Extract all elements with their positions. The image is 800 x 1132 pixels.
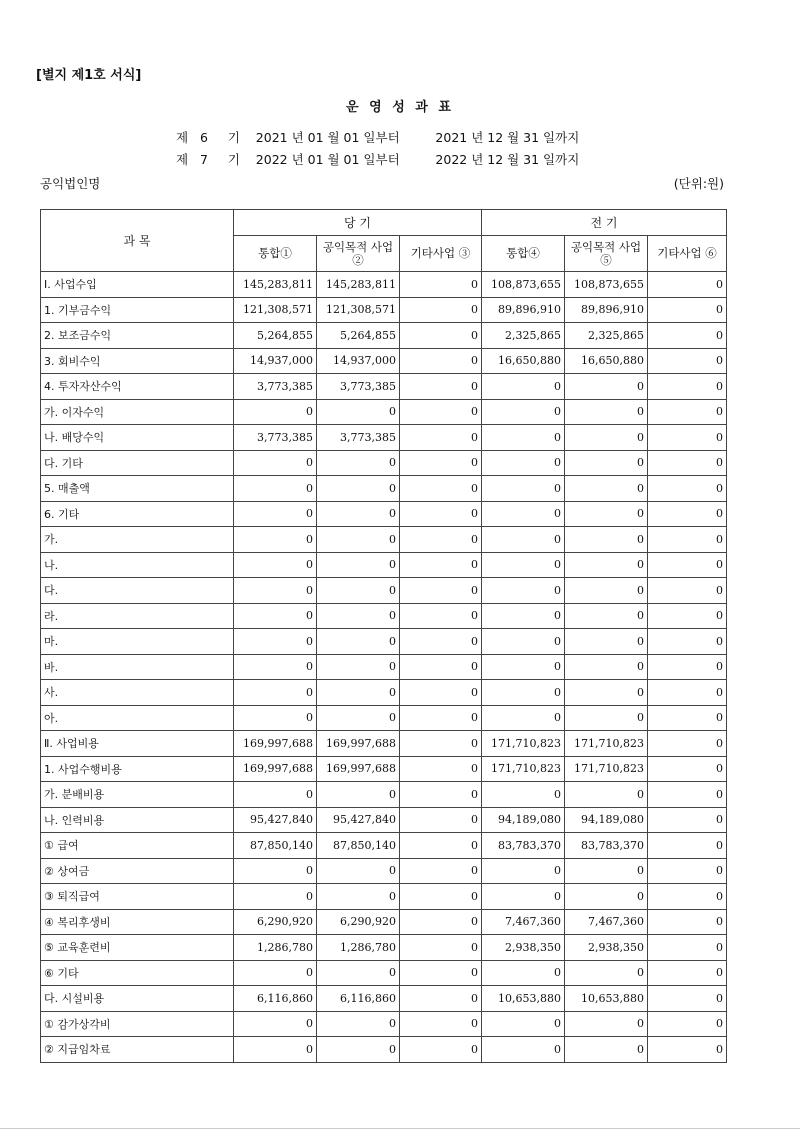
col-header-total-prior: 통합④ <box>482 236 565 272</box>
amount-cell: 0 <box>317 782 400 808</box>
amount-cell: 0 <box>400 374 482 400</box>
amount-cell: 0 <box>400 297 482 323</box>
table-row <box>41 578 727 604</box>
prior-period-header: 전 기 <box>482 210 727 236</box>
amount-cell: 14,937,000 <box>317 348 400 374</box>
amount-cell: 0 <box>648 323 727 349</box>
row-label: 아. <box>41 705 234 731</box>
amount-cell: 0 <box>234 399 317 425</box>
amount-cell: 0 <box>400 680 482 706</box>
amount-cell: 0 <box>648 756 727 782</box>
amount-cell: 0 <box>565 374 648 400</box>
table-row <box>41 297 727 323</box>
amount-cell: 171,710,823 <box>565 756 648 782</box>
amount-cell: 0 <box>648 833 727 859</box>
row-label: ① 급여 <box>41 833 234 859</box>
amount-cell: 0 <box>234 501 317 527</box>
amount-cell: 0 <box>234 884 317 910</box>
amount-cell: 0 <box>565 782 648 808</box>
amount-cell: 0 <box>565 1037 648 1063</box>
table-row <box>41 629 727 655</box>
amount-cell: 0 <box>400 1037 482 1063</box>
row-label: 나. 배당수익 <box>41 425 234 451</box>
amount-cell: 0 <box>648 1011 727 1037</box>
amount-cell: 0 <box>648 680 727 706</box>
page-bottom-rule <box>0 1128 800 1129</box>
table-row <box>41 348 727 374</box>
amount-cell: 0 <box>400 425 482 451</box>
amount-cell: 0 <box>317 603 400 629</box>
amount-cell: 0 <box>400 935 482 961</box>
amount-cell: 7,467,360 <box>565 909 648 935</box>
amount-cell: 0 <box>400 476 482 502</box>
col-header-public-current: 공익목적 사업② <box>317 236 400 272</box>
amount-cell: 3,773,385 <box>234 425 317 451</box>
amount-cell: 95,427,840 <box>317 807 400 833</box>
amount-cell: 0 <box>482 374 565 400</box>
amount-cell: 7,467,360 <box>482 909 565 935</box>
row-label: 다. 시설비용 <box>41 986 234 1012</box>
amount-cell: 0 <box>234 680 317 706</box>
amount-cell: 0 <box>648 629 727 655</box>
table-row <box>41 603 727 629</box>
subject-header: 과 목 <box>41 210 234 272</box>
amount-cell: 2,938,350 <box>565 935 648 961</box>
amount-cell: 0 <box>317 552 400 578</box>
amount-cell: 0 <box>482 603 565 629</box>
amount-cell: 2,938,350 <box>482 935 565 961</box>
period-line-6: 제 6 기 2021 년 01 월 01 일부터 2021 년 12 월 31 일까지 <box>176 130 580 145</box>
table-row <box>41 1011 727 1037</box>
table-row <box>41 323 727 349</box>
row-label: 나. <box>41 552 234 578</box>
amount-cell: 1,286,780 <box>317 935 400 961</box>
table-row <box>41 782 727 808</box>
amount-cell: 95,427,840 <box>234 807 317 833</box>
amount-cell: 0 <box>565 705 648 731</box>
amount-cell: 0 <box>648 450 727 476</box>
amount-cell: 0 <box>648 399 727 425</box>
amount-cell: 0 <box>648 807 727 833</box>
row-label: 다. <box>41 578 234 604</box>
table-row <box>41 450 727 476</box>
amount-cell: 0 <box>400 629 482 655</box>
amount-cell: 0 <box>400 501 482 527</box>
amount-cell: 94,189,080 <box>565 807 648 833</box>
amount-cell: 0 <box>482 960 565 986</box>
amount-cell: 121,308,571 <box>234 297 317 323</box>
amount-cell: 169,997,688 <box>234 731 317 757</box>
amount-cell: 0 <box>400 272 482 298</box>
amount-cell: 0 <box>565 960 648 986</box>
amount-cell: 0 <box>482 1011 565 1037</box>
amount-cell: 0 <box>482 476 565 502</box>
table-row <box>41 909 727 935</box>
amount-cell: 0 <box>234 858 317 884</box>
amount-cell: 0 <box>648 986 727 1012</box>
amount-cell: 2,325,865 <box>565 323 648 349</box>
document-title: 운 영 성 과 표 <box>346 100 454 115</box>
amount-cell: 0 <box>317 858 400 884</box>
amount-cell: 0 <box>317 1037 400 1063</box>
amount-cell: 2,325,865 <box>482 323 565 349</box>
amount-cell: 0 <box>234 1037 317 1063</box>
amount-cell: 145,283,811 <box>317 272 400 298</box>
table-row <box>41 654 727 680</box>
table-row <box>41 527 727 553</box>
amount-cell: 0 <box>317 705 400 731</box>
amount-cell: 0 <box>482 578 565 604</box>
amount-cell: 0 <box>565 1011 648 1037</box>
amount-cell: 0 <box>482 858 565 884</box>
amount-cell: 171,710,823 <box>482 731 565 757</box>
row-label: ④ 복리후생비 <box>41 909 234 935</box>
amount-cell: 0 <box>648 552 727 578</box>
amount-cell: 0 <box>400 654 482 680</box>
amount-cell: 0 <box>565 680 648 706</box>
table-row <box>41 756 727 782</box>
amount-cell: 0 <box>400 833 482 859</box>
amount-cell: 6,116,860 <box>317 986 400 1012</box>
current-period-header: 당 기 <box>234 210 482 236</box>
col-header-other-prior: 기타사업 ⑥ <box>648 236 727 272</box>
amount-cell: 0 <box>317 450 400 476</box>
amount-cell: 16,650,880 <box>565 348 648 374</box>
amount-cell: 0 <box>648 909 727 935</box>
amount-cell: 0 <box>317 629 400 655</box>
amount-cell: 3,773,385 <box>317 425 400 451</box>
amount-cell: 0 <box>648 374 727 400</box>
table-row <box>41 425 727 451</box>
operating-results-table <box>40 209 727 1063</box>
amount-cell: 0 <box>234 450 317 476</box>
amount-cell: 0 <box>565 501 648 527</box>
amount-cell: 6,290,920 <box>234 909 317 935</box>
amount-cell: 0 <box>400 884 482 910</box>
amount-cell: 0 <box>234 476 317 502</box>
amount-cell: 0 <box>482 680 565 706</box>
row-label: 2. 보조금수익 <box>41 323 234 349</box>
amount-cell: 0 <box>648 603 727 629</box>
row-label: 1. 사업수행비용 <box>41 756 234 782</box>
table-row <box>41 935 727 961</box>
amount-cell: 0 <box>648 1037 727 1063</box>
amount-cell: 0 <box>234 527 317 553</box>
amount-cell: 0 <box>565 603 648 629</box>
amount-cell: 0 <box>565 476 648 502</box>
row-label: 다. 기타 <box>41 450 234 476</box>
row-label: ⑥ 기타 <box>41 960 234 986</box>
table-row <box>41 960 727 986</box>
amount-cell: 6,116,860 <box>234 986 317 1012</box>
amount-cell: 0 <box>482 527 565 553</box>
amount-cell: 0 <box>565 578 648 604</box>
amount-cell: 0 <box>400 756 482 782</box>
amount-cell: 0 <box>400 731 482 757</box>
amount-cell: 0 <box>234 578 317 604</box>
unit-label: (단위:원) <box>673 176 724 191</box>
amount-cell: 0 <box>565 527 648 553</box>
table-body <box>41 272 727 1063</box>
col-header-total-current: 통합① <box>234 236 317 272</box>
amount-cell: 0 <box>234 960 317 986</box>
col-header-other-current: 기타사업 ③ <box>400 236 482 272</box>
row-label: Ⅰ. 사업수입 <box>41 272 234 298</box>
amount-cell: 0 <box>648 782 727 808</box>
amount-cell: 169,997,688 <box>234 756 317 782</box>
row-label: 가. 이자수익 <box>41 399 234 425</box>
row-label: 3. 회비수익 <box>41 348 234 374</box>
amount-cell: 83,783,370 <box>482 833 565 859</box>
amount-cell: 0 <box>482 629 565 655</box>
amount-cell: 0 <box>317 884 400 910</box>
row-label: 가. <box>41 527 234 553</box>
amount-cell: 0 <box>400 527 482 553</box>
amount-cell: 0 <box>400 578 482 604</box>
row-label: 4. 투자자산수익 <box>41 374 234 400</box>
table-row <box>41 986 727 1012</box>
amount-cell: 171,710,823 <box>565 731 648 757</box>
amount-cell: 0 <box>400 858 482 884</box>
row-label: 사. <box>41 680 234 706</box>
amount-cell: 6,290,920 <box>317 909 400 935</box>
form-number: [별지 제1호 서식] <box>36 68 142 83</box>
row-label: 라. <box>41 603 234 629</box>
row-label: 나. 인력비용 <box>41 807 234 833</box>
amount-cell: 0 <box>648 654 727 680</box>
amount-cell: 169,997,688 <box>317 756 400 782</box>
amount-cell: 0 <box>317 1011 400 1037</box>
amount-cell: 0 <box>648 348 727 374</box>
amount-cell: 0 <box>482 1037 565 1063</box>
amount-cell: 0 <box>400 960 482 986</box>
amount-cell: 0 <box>482 884 565 910</box>
amount-cell: 171,710,823 <box>482 756 565 782</box>
amount-cell: 0 <box>234 705 317 731</box>
amount-cell: 0 <box>317 501 400 527</box>
amount-cell: 87,850,140 <box>317 833 400 859</box>
amount-cell: 0 <box>648 476 727 502</box>
amount-cell: 16,650,880 <box>482 348 565 374</box>
amount-cell: 87,850,140 <box>234 833 317 859</box>
amount-cell: 0 <box>648 960 727 986</box>
amount-cell: 0 <box>648 705 727 731</box>
row-label: 1. 기부금수익 <box>41 297 234 323</box>
amount-cell: 0 <box>482 450 565 476</box>
amount-cell: 169,997,688 <box>317 731 400 757</box>
amount-cell: 0 <box>482 782 565 808</box>
amount-cell: 0 <box>648 501 727 527</box>
amount-cell: 0 <box>482 425 565 451</box>
amount-cell: 0 <box>317 399 400 425</box>
amount-cell: 3,773,385 <box>317 374 400 400</box>
amount-cell: 0 <box>565 884 648 910</box>
row-label: ③ 퇴직급여 <box>41 884 234 910</box>
amount-cell: 145,283,811 <box>234 272 317 298</box>
amount-cell: 0 <box>482 654 565 680</box>
row-label: 6. 기타 <box>41 501 234 527</box>
table-row <box>41 399 727 425</box>
row-label: 마. <box>41 629 234 655</box>
row-label: Ⅱ. 사업비용 <box>41 731 234 757</box>
amount-cell: 0 <box>317 654 400 680</box>
amount-cell: 0 <box>317 476 400 502</box>
amount-cell: 0 <box>565 629 648 655</box>
amount-cell: 0 <box>400 782 482 808</box>
amount-cell: 0 <box>565 552 648 578</box>
table-row <box>41 705 727 731</box>
row-label: 5. 매출액 <box>41 476 234 502</box>
amount-cell: 0 <box>234 603 317 629</box>
amount-cell: 0 <box>565 399 648 425</box>
amount-cell: 0 <box>234 1011 317 1037</box>
amount-cell: 89,896,910 <box>482 297 565 323</box>
table-row <box>41 374 727 400</box>
amount-cell: 1,286,780 <box>234 935 317 961</box>
amount-cell: 0 <box>400 450 482 476</box>
row-label: ② 상여금 <box>41 858 234 884</box>
table-row <box>41 552 727 578</box>
table-row <box>41 476 727 502</box>
table-row <box>41 731 727 757</box>
amount-cell: 0 <box>648 272 727 298</box>
amount-cell: 0 <box>234 654 317 680</box>
amount-cell: 10,653,880 <box>565 986 648 1012</box>
amount-cell: 83,783,370 <box>565 833 648 859</box>
amount-cell: 0 <box>400 1011 482 1037</box>
amount-cell: 0 <box>317 527 400 553</box>
table-row <box>41 807 727 833</box>
amount-cell: 0 <box>400 552 482 578</box>
table-row <box>41 858 727 884</box>
amount-cell: 0 <box>400 399 482 425</box>
amount-cell: 89,896,910 <box>565 297 648 323</box>
amount-cell: 0 <box>317 578 400 604</box>
amount-cell: 0 <box>317 960 400 986</box>
organization-label: 공익법인명 <box>40 176 101 191</box>
amount-cell: 0 <box>565 425 648 451</box>
amount-cell: 0 <box>400 909 482 935</box>
amount-cell: 121,308,571 <box>317 297 400 323</box>
amount-cell: 0 <box>400 705 482 731</box>
amount-cell: 0 <box>482 552 565 578</box>
table-row <box>41 833 727 859</box>
amount-cell: 0 <box>648 935 727 961</box>
amount-cell: 5,264,855 <box>234 323 317 349</box>
amount-cell: 0 <box>565 654 648 680</box>
amount-cell: 0 <box>648 578 727 604</box>
amount-cell: 0 <box>234 782 317 808</box>
amount-cell: 3,773,385 <box>234 374 317 400</box>
table-row <box>41 680 727 706</box>
amount-cell: 0 <box>400 348 482 374</box>
row-label: 가. 분배비용 <box>41 782 234 808</box>
amount-cell: 0 <box>400 603 482 629</box>
amount-cell: 0 <box>648 731 727 757</box>
amount-cell: 0 <box>234 629 317 655</box>
amount-cell: 0 <box>565 450 648 476</box>
table-row <box>41 884 727 910</box>
table-row <box>41 1037 727 1063</box>
amount-cell: 0 <box>482 705 565 731</box>
amount-cell: 0 <box>648 297 727 323</box>
row-label: 바. <box>41 654 234 680</box>
amount-cell: 0 <box>400 986 482 1012</box>
amount-cell: 5,264,855 <box>317 323 400 349</box>
amount-cell: 0 <box>648 425 727 451</box>
amount-cell: 94,189,080 <box>482 807 565 833</box>
col-header-public-prior: 공익목적 사업⑤ <box>565 236 648 272</box>
table-row <box>41 501 727 527</box>
amount-cell: 0 <box>648 858 727 884</box>
table-row <box>41 272 727 298</box>
amount-cell: 0 <box>482 501 565 527</box>
amount-cell: 108,873,655 <box>565 272 648 298</box>
amount-cell: 108,873,655 <box>482 272 565 298</box>
amount-cell: 0 <box>648 527 727 553</box>
row-label: ① 감가상각비 <box>41 1011 234 1037</box>
amount-cell: 10,653,880 <box>482 986 565 1012</box>
amount-cell: 0 <box>317 680 400 706</box>
row-label: ⑤ 교육훈련비 <box>41 935 234 961</box>
amount-cell: 14,937,000 <box>234 348 317 374</box>
amount-cell: 0 <box>400 807 482 833</box>
period-line-7: 제 7 기 2022 년 01 월 01 일부터 2022 년 12 월 31 일까지 <box>176 152 580 167</box>
amount-cell: 0 <box>400 323 482 349</box>
amount-cell: 0 <box>234 552 317 578</box>
row-label: ② 지급임차료 <box>41 1037 234 1063</box>
amount-cell: 0 <box>565 858 648 884</box>
amount-cell: 0 <box>482 399 565 425</box>
amount-cell: 0 <box>648 884 727 910</box>
